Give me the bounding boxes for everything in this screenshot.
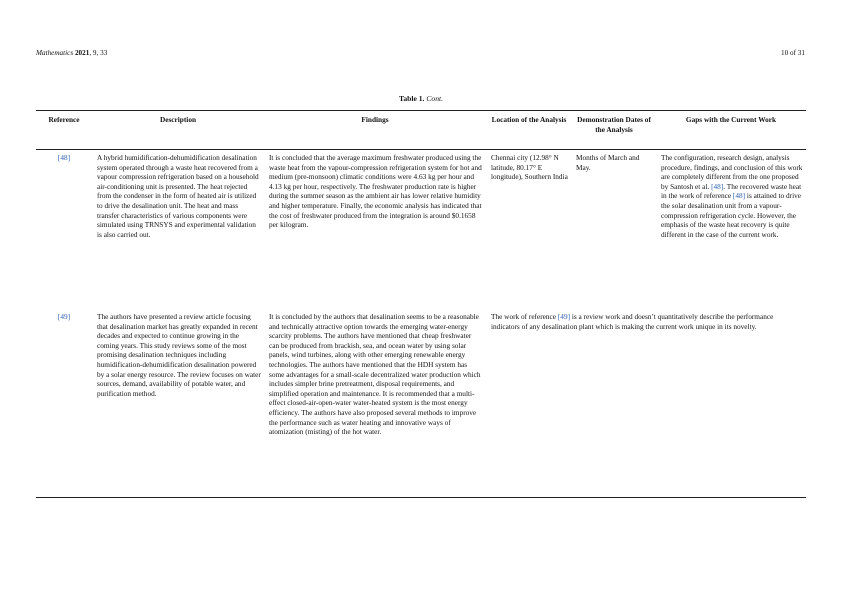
row-2-gaps-text-b: is a review work and doesn’t quantitatively describe the performance indicators of any desalination plant which is making the current work unique in its novelty. bbox=[491, 312, 774, 331]
row-2-findings: It is concluded by the authors that desalination seems to be a reasonable and technically attractive option towards the emerging water-energy scarcity problems. The authors have mentioned that cheap freshwater can be produced from brackish, sea, and ocean water by using solar panels, wind turbines, along with other emerging renewable energy technologies. The authors have mentioned that the HDH system has some advantages for a small-scale decentralized water production which includes simpler brine pretreatment, disposal requirements, and simplified operation and maintenance. It is recommended that a multi-effect closed-air-open-water water-heated system is the most energy efficiency. The authors have also proposed several methods to improve the performance such as water heating and innovative ways of atomization (misting) of the hot water. bbox=[269, 312, 481, 437]
row-1-gaps-text-c: is attained to drive the solar desalination unit from a vapour-compression refrigeration cycle. However, the emphasis of the waste heat recovery is quite different in the case of the current work. bbox=[661, 191, 802, 239]
journal-citation bbox=[36, 49, 107, 57]
column-header-gaps: Gaps with the Current Work bbox=[685, 115, 777, 124]
row-1-gaps-ref-link-a[interactable]: [48] bbox=[711, 181, 724, 191]
column-header-findings: Findings bbox=[361, 115, 389, 124]
row-1-gaps-text-b: . The recovered waste heat in the work of reference bbox=[661, 181, 802, 201]
column-header-location: Location of the Analysis bbox=[491, 115, 567, 124]
journal-volume: , 9, 33 bbox=[89, 49, 108, 57]
page-number: 10 of 31 bbox=[781, 49, 805, 57]
journal-name: Mathematics bbox=[36, 49, 74, 57]
row-1-location: Chennai city (12.98° N latitude, 80.17° E longitude), Southern India bbox=[491, 153, 568, 182]
row-1-gaps-ref-link-b[interactable]: [48] bbox=[732, 191, 746, 201]
journal-year: 2021 bbox=[74, 49, 90, 57]
row-2-description: The authors have presented a review article focusing that desalination market has greatly expanded in recent decades and expected to continue growing in the coming years. This study reviews some of the most promising desalination techniques including humidification-dehumidification desalination powered by a solar energy resource. The review focuses on water sources, demand, availability of potable water, and purification method. bbox=[97, 312, 261, 398]
row-1-gaps bbox=[661, 153, 803, 239]
row-1-gaps-text-a: The configuration, research design, analysis procedure, findings, and conclusion of this work are completely different from the one proposed by Santosh et al. bbox=[661, 153, 803, 191]
row-2-reference-link[interactable]: [49] bbox=[57, 312, 71, 321]
table-header-rule bbox=[36, 149, 806, 150]
row-1-dates: Months of March and May. bbox=[576, 153, 640, 172]
row-1-findings: It is concluded that the average maximum freshwater produced using the waste heat from the vapour-compression refrigeration system for hot and medium (pre-monsoon) climatic conditions were 4.63 kg per hour and 4.13 kg per hour, respectively. The freshwater production rate is higher during the summer season as the ambient air has lower relative humidity and higher temperature. Finally, the economic analysis has indicated that the cost of freshwater produced from the integration is around $0.1658 per kilogram. bbox=[269, 153, 482, 230]
table-continued-note: Cont. bbox=[426, 94, 444, 103]
table-bottom-rule bbox=[36, 497, 806, 498]
row-2-gaps-ref-link[interactable]: [49] bbox=[557, 312, 571, 321]
row-1-description: A hybrid humidification-dehumidification desalination system operated through a waste heat recovered from a vapour compression refrigeration based on a household air-conditioning unit is presented. The heat rejected from the condenser in the form of heated air is utilized to drive the desalination unit. The heat and mass transfer characteristics of various components were simulated using TRNSYS and experimental validation is also carried out. bbox=[97, 153, 259, 239]
table-label: Table 1. bbox=[398, 94, 425, 103]
table-top-rule bbox=[36, 110, 806, 111]
table-caption bbox=[0, 94, 842, 103]
column-header-description: Description bbox=[159, 115, 197, 124]
row-2-gaps bbox=[491, 312, 803, 331]
column-header-reference: Reference bbox=[48, 115, 80, 124]
row-1-reference-link[interactable]: [48] bbox=[57, 153, 71, 162]
row-2-gaps-text-a: The work of reference bbox=[491, 312, 558, 321]
column-header-dates: Demonstration Dates of the Analysis bbox=[577, 115, 651, 134]
